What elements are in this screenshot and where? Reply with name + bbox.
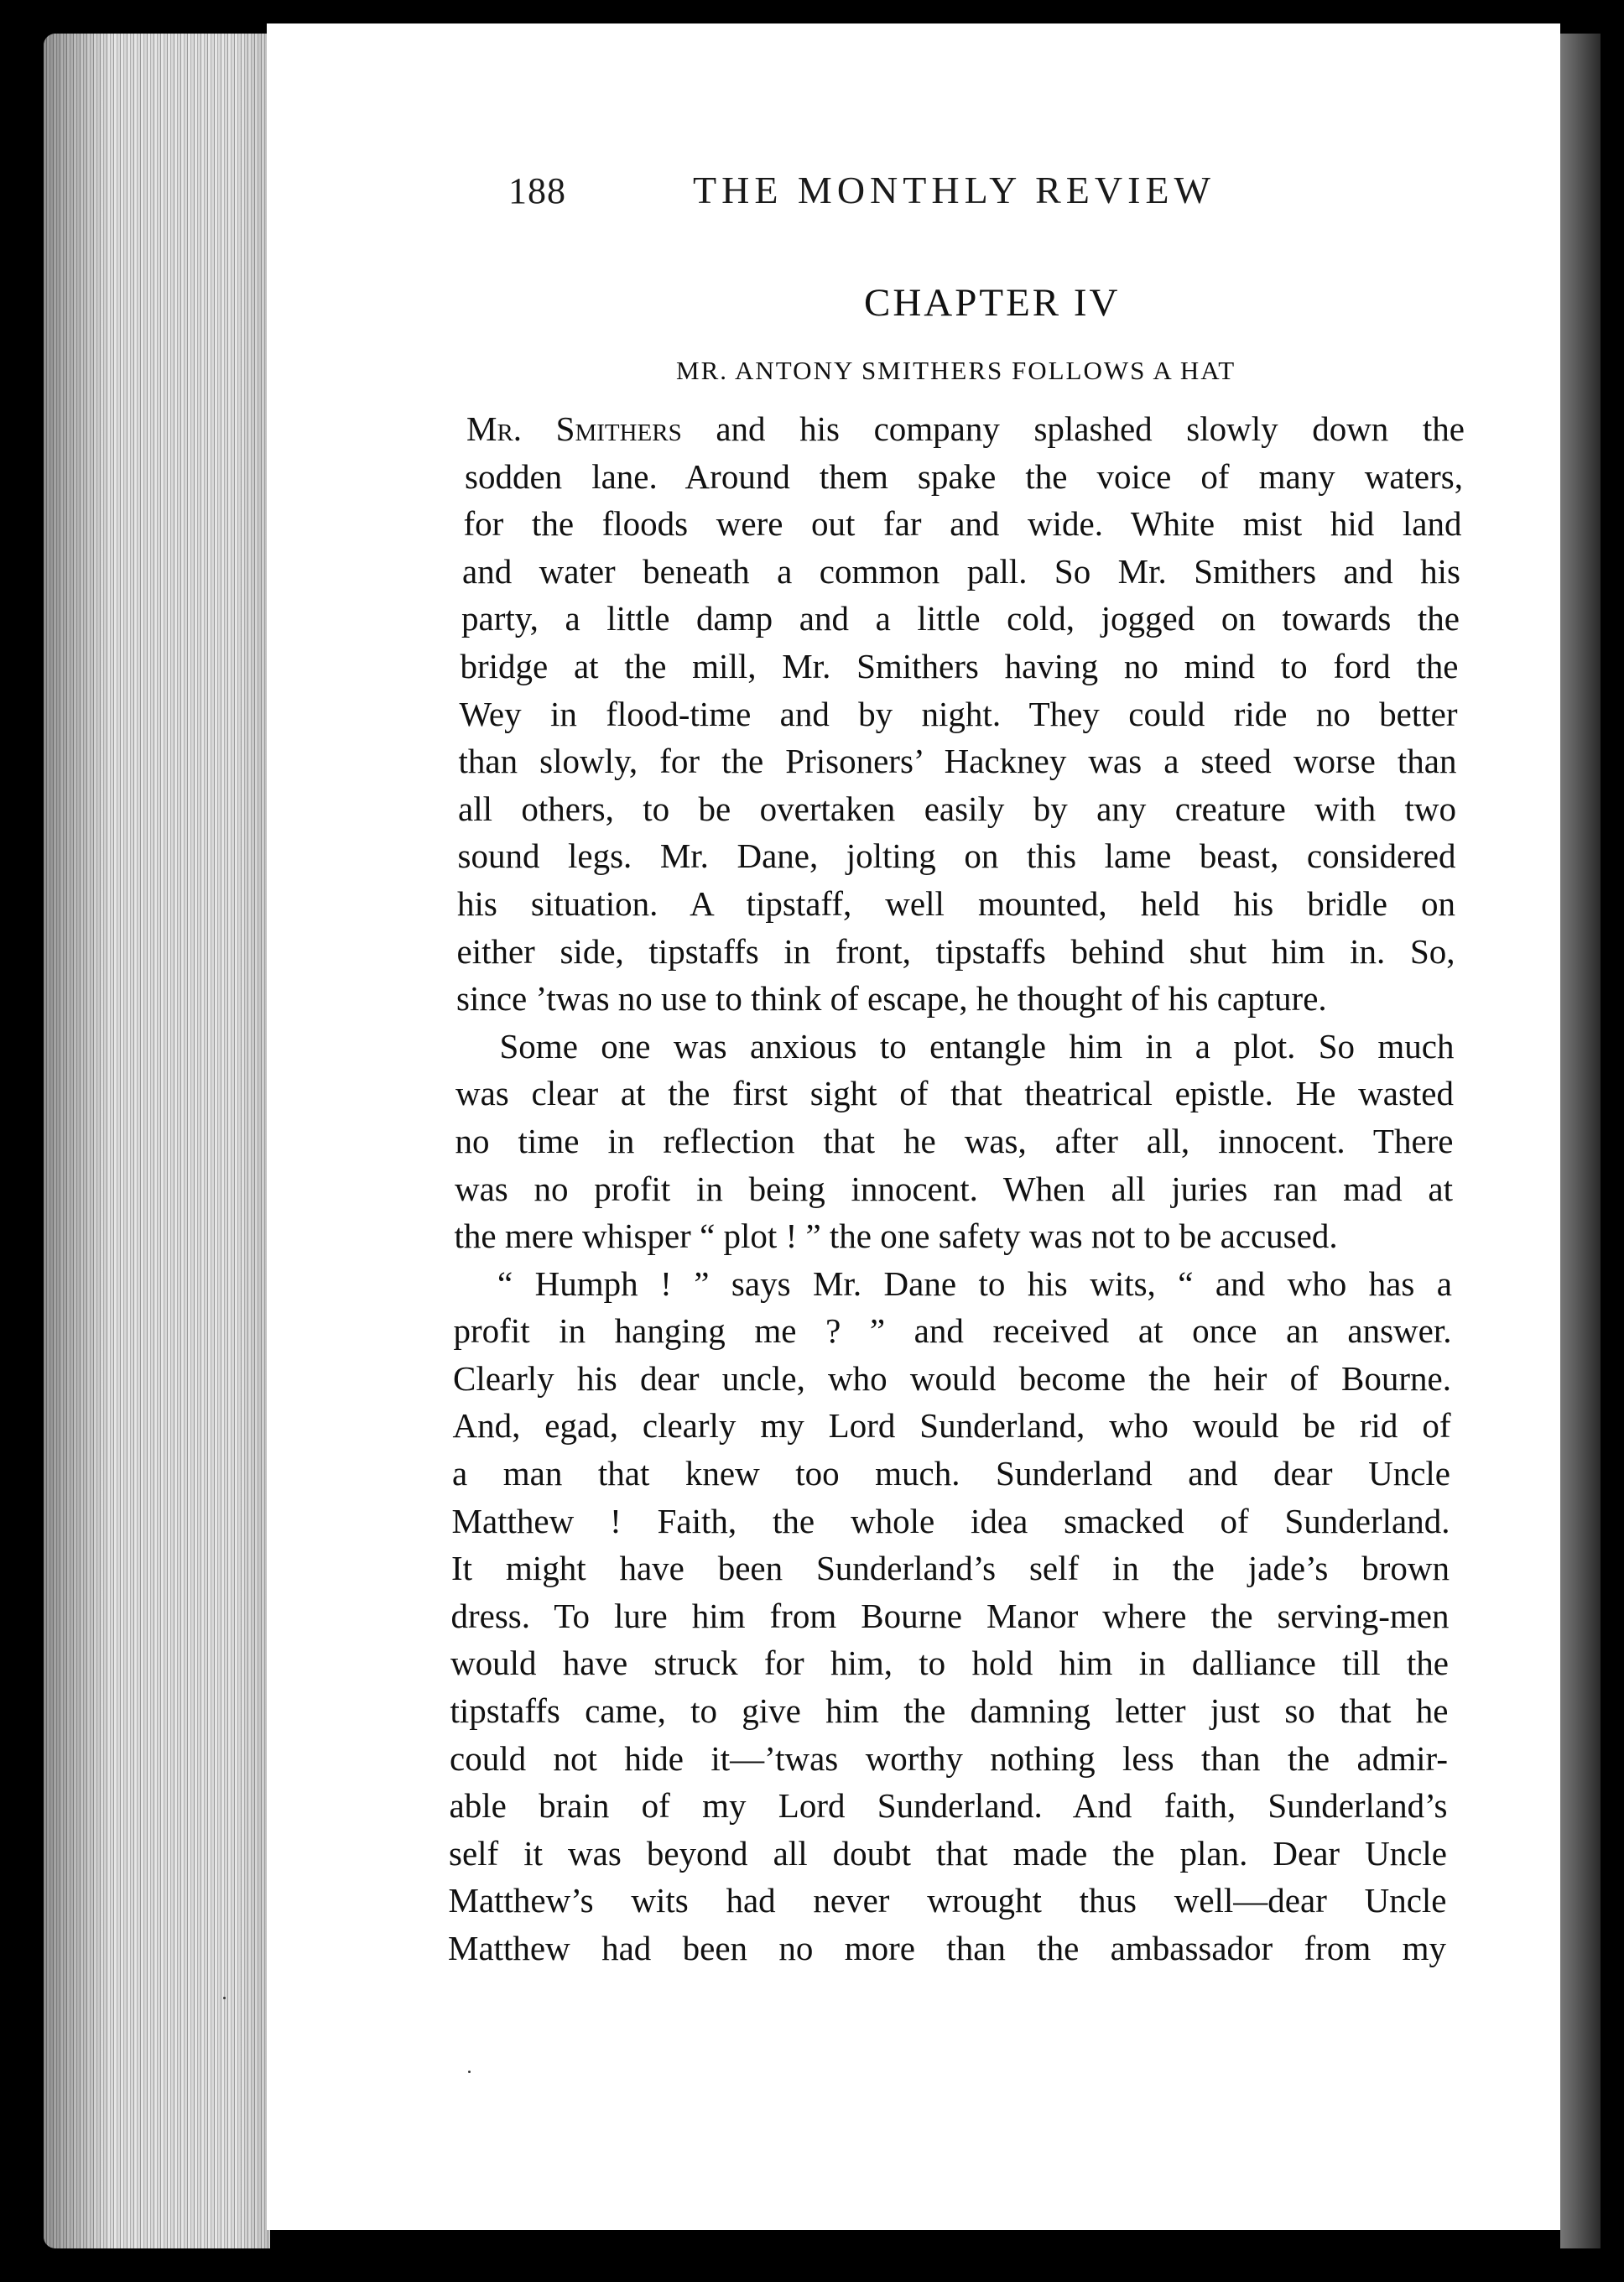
text-line: for the floods were out far and wide. White mist hid land	[463, 504, 1462, 544]
text-line: and water beneath a common pall. So Mr. Smithers and his	[462, 551, 1460, 591]
book-binding	[1560, 34, 1601, 2248]
text-line: party, a little damp and a little cold, jogged on towards the	[461, 599, 1460, 638]
text-line: dress. To lure him from Bourne Manor where the serving-men	[450, 1596, 1450, 1635]
text-line: since ’twas no use to think of escape, he thought of his capture.	[456, 979, 1327, 1019]
text-line: than slowly, for the Prisoners’ Hackney was a steed worse than	[458, 742, 1457, 781]
paper-speck	[468, 2071, 471, 2073]
text-line: sound legs. Mr. Dane, jolting on this lame beast, considered	[457, 836, 1456, 876]
text-line: could not hide it—’twas worthy nothing less than the admir-	[450, 1738, 1448, 1778]
text-line: bridge at the mill, Mr. Smithers having no mind to ford the	[460, 646, 1459, 685]
text-line: was clear at the first sight of that theatrical epistle. He wasted	[455, 1074, 1454, 1113]
text-line: self it was beyond all doubt that made the plan. Dear Uncle	[449, 1833, 1447, 1873]
text-line: Matthew’s wits had never wrought thus well—dear Uncle	[448, 1881, 1447, 1920]
text-line: Clearly his dear uncle, who would become the heir of Bourne.	[453, 1358, 1451, 1398]
body-text	[448, 405, 1465, 1972]
opening-small-caps: Mr. Smithers	[466, 409, 682, 448]
text-line: Matthew had been no more than the ambassador from my	[448, 1929, 1446, 1967]
chapter-title: CHAPTER IV	[864, 281, 1121, 325]
text-line: Matthew ! Faith, the whole idea smacked of Sunderland.	[451, 1501, 1450, 1540]
text-line: able brain of my Lord Sunderland. And faith, Sunderland’s	[449, 1786, 1448, 1826]
text-line: no time in reflection that he was, after all, innocent. There	[455, 1121, 1454, 1160]
text-line: tipstaffs came, to give him the damning letter just so that he	[450, 1691, 1449, 1731]
chapter-subtitle: MR. ANTONY SMITHERS FOLLOWS A HAT	[676, 356, 1236, 385]
book-page	[267, 23, 1560, 2230]
text-line: a man that knew too much. Sunderland and dear Uncle	[452, 1454, 1450, 1493]
text-line: the mere whisper “ plot ! ” the one safety was not to be accused.	[454, 1217, 1338, 1256]
journal-title: THE MONTHLY REVIEW	[693, 169, 1215, 211]
text-line: his situation. A tipstaff, well mounted, held his bridle on	[457, 883, 1455, 923]
text-line: profit in hanging me ? ” and received at once an answer.	[453, 1311, 1452, 1351]
text-line: sodden lane. Around them spake the voice of many waters,	[465, 456, 1463, 496]
paper-speck	[223, 1997, 226, 1999]
text-line: And, egad, clearly my Lord Sunderland, who would be rid of	[452, 1406, 1451, 1446]
text-line: would have struck for him, to hold him in dalliance till the	[450, 1644, 1449, 1683]
text-line: either side, tipstaffs in front, tipstaffs behind shut him in. So,	[456, 931, 1455, 971]
text-line: all others, to be overtaken easily by any creature with two	[458, 789, 1456, 828]
text-line: was no profit in being innocent. When all juries ran mad at	[455, 1169, 1453, 1208]
text-line: Some one was anxious to entangle him in a plot. So much	[499, 1026, 1455, 1065]
page-number: 188	[508, 170, 566, 211]
text-line: It might have been Sunderland’s self in the jade’s brown	[451, 1549, 1450, 1588]
text-line: “ Humph ! ” says Mr. Dane to his wits, “ and who has a	[497, 1263, 1452, 1303]
text-line: Mr. Smithers and his company splashed slowly down the	[466, 409, 1465, 448]
text-line: Wey in flood-time and by night. They could ride no better	[459, 694, 1458, 733]
page-edges-shadow	[44, 34, 270, 2248]
running-head	[508, 168, 1557, 243]
